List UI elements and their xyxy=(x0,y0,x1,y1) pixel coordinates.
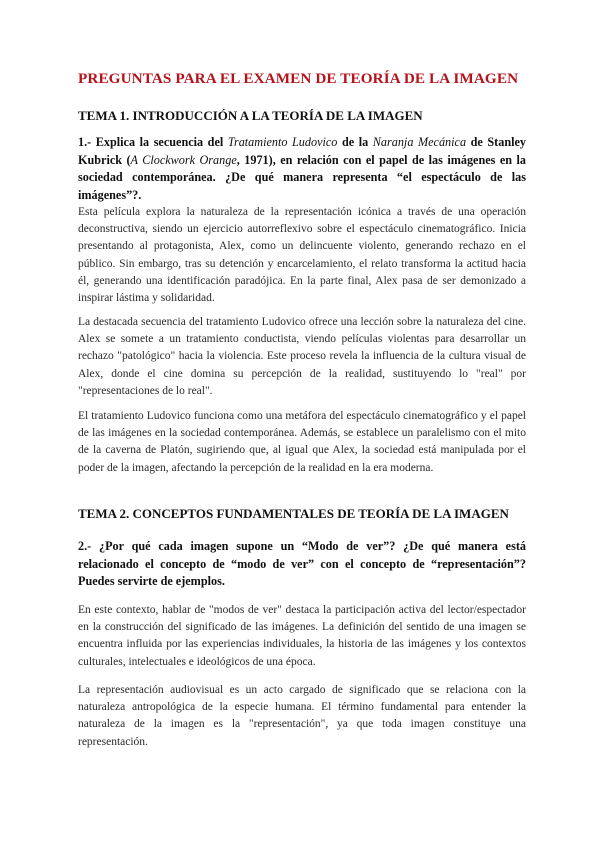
tema1-paragraph: El tratamiento Ludovico funciona como una metáfora del espectáculo cinematográfico y el papel de las imágenes en la sociedad contemporánea. Además, se establece un paralelismo con el mito de la caverna de Platón, sugiriendo que, al igual que Alex, la sociedad está manipulada por el poder de la imagen, afectando la percepción de la realidad en la era moderna. xyxy=(78,410,526,474)
tema1-question-italic: Tratamiento Ludovico xyxy=(227,135,338,149)
tema1-paragraph: La destacada secuencia del tratamiento Ludovico ofrece una lección sobre la naturaleza del cine. Alex se somete a un tratamiento conductista, viendo películas violentas para desarrollar un rechazo "patológico" hacia la violencia. Este proceso revela la influencia de la cultura visual de Alex, donde el cine domina su percepción de la realidad, sustituyendo lo "real" por "representaciones de lo real". xyxy=(78,316,526,397)
tema1-question-italic: A Clockwork Orange xyxy=(130,152,237,167)
tema2-question: 2.- ¿Por qué cada imagen supone un “Modo de ver”? ¿De qué manera está relacionado el concepto de “modo de ver” con el concepto de “representación”? Puedes servirte de ejemplos. xyxy=(78,539,526,588)
tema1-question xyxy=(78,134,526,204)
tema1-question-part: 1.- Explica la secuencia del xyxy=(78,135,228,149)
tema1-heading: TEMA 1. INTRODUCCIÓN A LA TEORÍA DE LA IMAGEN xyxy=(78,108,423,123)
tema2-paragraph: La representación audiovisual es un acto cargado de significado que se relaciona con la naturaleza antropológica de la especie humana. El término fundamental para entender la naturaleza de la imagen es la "representación", ya que toda imagen constituye una representación. xyxy=(78,684,526,748)
tema2-paragraph: En este contexto, hablar de "modos de ver" destaca la participación activa del lector/espectador en la construcción del significado de las imágenes. La definición del sentido de una imagen se encuentra influida por las experiencias individuales, la historia de las imágenes y los contextos culturales, intelectuales e ideológicos de una época. xyxy=(78,604,526,668)
tema1-question-part: , 1971), en relación con el papel de las imágenes en la sociedad contemporánea. ¿De qué manera representa “el espectáculo de las imágenes”?. xyxy=(78,152,526,202)
document-title: PREGUNTAS PARA EL EXAMEN DE TEORÍA DE LA IMAGEN xyxy=(78,70,519,87)
tema1-question-part: de la xyxy=(337,135,373,149)
tema1-question-italic: Naranja Mecánica xyxy=(372,135,467,149)
tema2-heading: TEMA 2. CONCEPTOS FUNDAMENTALES DE TEORÍA DE LA IMAGEN xyxy=(78,506,509,521)
tema1-question-part: de Stanley Kubrick ( xyxy=(78,135,526,167)
tema1-paragraph: Esta película explora la naturaleza de la representación icónica a través de una operación deconstructiva, siendo un ejercicio autorreflexivo sobre el espectáculo cinematográfico. Inicia presentando al protagonista, Alex, como un delincuente violento, generando rechazo en el público. Sin embargo, tras su detención y encarcelamiento, el relato transforma la actitud hacia él, generando una identificación paradójica. En la parte final, Alex pasa de ser demonizado a inspirar lástima y solidaridad. xyxy=(78,206,526,305)
